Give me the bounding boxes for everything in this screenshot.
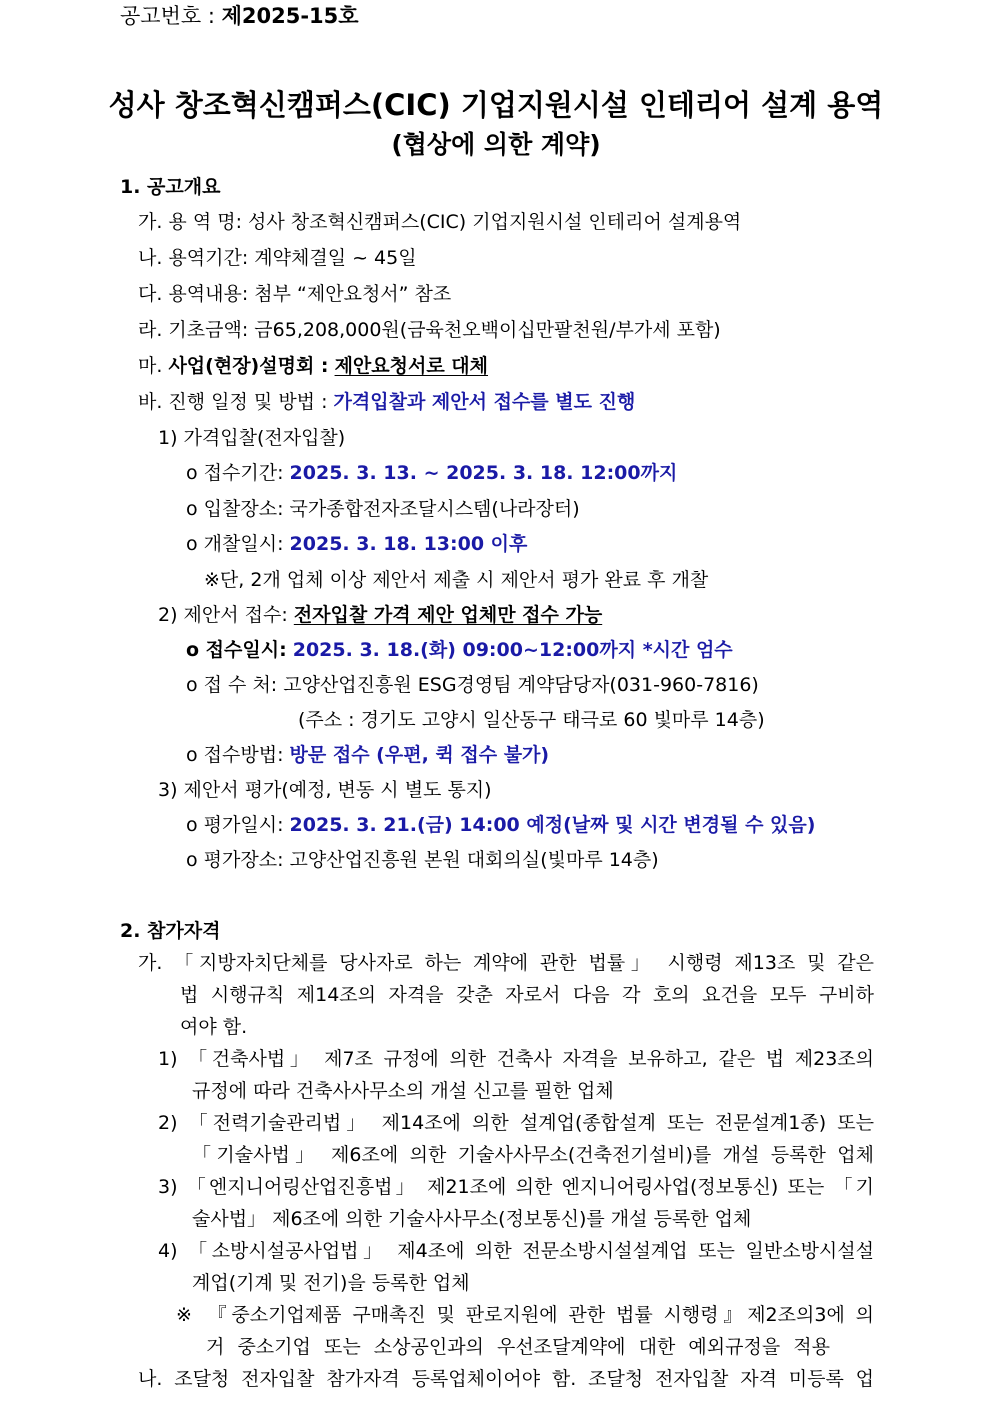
proposal-receipt-address: (주소 : 경기도 고양시 일산동구 태극로 60 빛마루 14층) [298,709,765,731]
qualification-3-line1: 3) 「엔지니어링산업진흥법」 제21조에 의한 엔지니어링사업(정보통신) 또는 「기 [158,1176,874,1198]
item-briefing [138,353,488,379]
item-schedule [138,389,635,415]
qualification-ga-line1: 가. 「지방자치단체를 당사자로 하는 계약에 관한 법률」 시행령 제13조 및 같은 [138,952,874,974]
item-service-period: 나. 용역기간: 계약체결일 ~ 45일 [138,247,417,269]
price-bid-opening-label: o 개찰일시: [186,533,284,555]
proposal-evaluation-datetime-value: 2025. 3. 21.(금) 14:00 예정(날짜 및 시간 변경될 수 있음) [289,814,816,836]
section2-heading: 2. 참가자격 [120,920,221,942]
item-service-content: 다. 용역내용: 첨부 “제안요청서” 참조 [138,283,452,305]
price-bid-period [186,460,677,486]
proposal-evaluation-datetime [186,812,815,838]
qualification-1-line1: 1) 「건축사법」 제7조 규정에 의한 건축사 자격을 보유하고, 같은 법 제23조의 [158,1048,874,1070]
qualification-3-line2: 술사법」 제6조에 의한 기술사사무소(정보통신)를 개설 등록한 업체 [192,1208,752,1230]
schedule-value: 가격입찰과 제안서 접수를 별도 진행 [333,391,636,413]
price-bid-period-value: 2025. 3. 13. ~ 2025. 3. 18. 12:00까지 [289,462,678,484]
briefing-prefix: 마. [138,355,163,377]
notice-number-value: 제2025-15호 [221,4,359,28]
briefing-label: 사업(현장)설명회 : [168,355,329,377]
sme-note-line2: 거 중소기업 또는 소상공인과의 우선조달계약에 대한 예외규정을 적용 [206,1336,830,1358]
schedule-prefix: 바. 진행 일정 및 방법 : [138,391,328,413]
item-service-name: 가. 용 역 명: 성사 창조혁신캠퍼스(CIC) 기업지원시설 인테리어 설계용역 [138,211,742,233]
proposal-evaluation-place: o 평가장소: 고양산업진흥원 본원 대회의실(빛마루 14층) [186,849,659,871]
price-bid-opening-value: 2025. 3. 18. 13:00 이후 [289,533,528,555]
document-title: 성사 창조혁신캠퍼스(CIC) 기업지원시설 인테리어 설계 용역 [108,88,884,122]
qualification-ga-line2: 법 시행규칙 제14조의 자격을 갖춘 자로서 다음 각 호의 요건을 모두 구비하 [180,984,874,1006]
qualification-2-line2: 「기술사법」 제6조에 의한 기술사사무소(건축전기설비)를 개설 등록한 업체 [192,1144,874,1166]
notice-number [120,2,359,30]
proposal-evaluation-datetime-label: o 평가일시: [186,814,284,836]
item-base-amount: 라. 기초금액: 금65,208,000원(금육천오백이십만팔천원/부가세 포함) [138,319,721,341]
proposal-receipt [158,602,602,628]
qualification-1-line2: 규정에 따라 건축사사무소의 개설 신고를 필한 업체 [192,1080,614,1102]
proposal-receipt-prefix: 2) 제안서 접수: [158,604,288,626]
qualification-na-line1: 나. 조달청 전자입찰 참가자격 등록업체이어야 함. 조달청 전자입찰 자격 미등록 업 [138,1368,874,1390]
qualification-ga-line3: 여야 함. [180,1016,248,1038]
document-subtitle: (협상에 의한 계약) [391,130,601,159]
notice-number-label: 공고번호 : [120,4,215,28]
qualification-2-line1: 2) 「전력기술관리법」 제14조에 의한 설계업(종합설계 또는 전문설계1종) 또는 [158,1112,874,1134]
proposal-receipt-datetime [186,637,733,663]
proposal-receipt-method-label: o 접수방법: [186,744,284,766]
proposal-evaluation-heading: 3) 제안서 평가(예정, 변동 시 별도 통지) [158,779,492,801]
proposal-receipt-datetime-label: o 접수일시: [186,639,287,661]
section1-heading: 1. 공고개요 [120,176,221,198]
qualification-4-line2: 계업(기계 및 전기)을 등록한 업체 [192,1272,470,1294]
price-bid-note: ※단, 2개 업체 이상 제안서 제출 시 제안서 평가 완료 후 개찰 [204,569,709,591]
proposal-receipt-method [186,742,549,768]
proposal-receipt-method-value: 방문 접수 (우편, 퀵 접수 불가) [289,744,550,766]
price-bid-period-label: o 접수기간: [186,462,284,484]
proposal-receipt-value: 전자입찰 가격 제안 업체만 접수 가능 [293,604,603,626]
qualification-4-line1: 4) 「소방시설공사업법」 제4조에 의한 전문소방시설설계업 또는 일반소방시설설 [158,1240,874,1262]
proposal-receipt-datetime-value: 2025. 3. 18.(화) 09:00~12:00까지 *시간 엄수 [292,639,733,661]
price-bid-opening [186,531,527,557]
proposal-receipt-place: o 접 수 처: 고양산업진흥원 ESG경영팀 계약담당자(031-960-7816) [186,674,759,696]
price-bid-heading: 1) 가격입찰(전자입찰) [158,427,346,449]
briefing-value: 제안요청서로 대체 [334,355,489,377]
price-bid-place: o 입찰장소: 국가종합전자조달시스템(나라장터) [186,498,580,520]
sme-note-line1: ※ 『중소기업제품 구매촉진 및 판로지원에 관한 법률 시행령』제2조의3에 의 [176,1304,874,1326]
